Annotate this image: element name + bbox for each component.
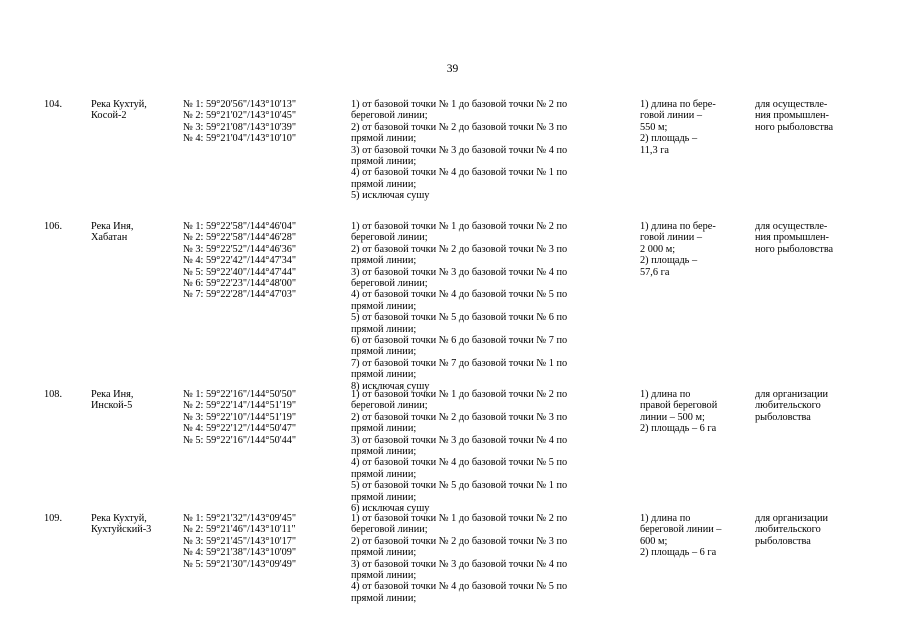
coordinates: № 1: 59°22'16"/144°50'50" № 2: 59°22'14"/144°51'19" № 3: 59°22'10"/144°51'19" № 4: 59°22'12"/144°50'47" № 5: 59°22'16"/144°50'44"	[183, 389, 297, 446]
coordinates: № 1: 59°21'32"/143°09'45" № 2: 59°21'46"/143°10'11" № 3: 59°21'45"/143°10'17" № 4: 59°21'38"/143°10'09" № 5: 59°21'30"/143°09'49"	[183, 513, 297, 570]
fishing-site-name: Река Кухтуй, Кухтуйский-3	[91, 513, 152, 536]
row-number: 106.	[44, 221, 63, 232]
site-purpose: для организации любительского рыболовства	[755, 513, 828, 547]
fishing-site-name: Река Иня, Хабатан	[91, 221, 134, 244]
row-number: 109.	[44, 513, 63, 524]
site-purpose: для организации любительского рыболовства	[755, 389, 828, 423]
coordinates: № 1: 59°20'56"/143°10'13" № 2: 59°21'02"/143°10'45" № 3: 59°21'08"/143°10'39" № 4: 59°21'04"/143°10'10"	[183, 99, 297, 145]
site-size: 1) длина по правой береговой линии – 500 м; 2) площадь – 6 га	[640, 389, 718, 435]
site-purpose: для осуществле- ния промышлен- ного рыболовства	[755, 221, 834, 255]
fishing-site-name: Река Иня, Инской-5	[91, 389, 134, 412]
boundary-description: 1) от базовой точки № 1 до базовой точки № 2 по береговой линии; 2) от базовой точки № 2 до базовой точки № 3 по прямой линии; 3) от базовой точки № 3 до базовой точки № 4 по береговой линии; 4) от базовой точки № 4 до базовой точки № 5 по прямой линии; 5) от базовой точки № 5 до базовой точки № 6 по прямой линии; 6) от базовой точки № 6 до базовой точки № 7 по прямой линии; 7) от базовой точки № 7 до базовой точки № 1 по прямой линии; 8) исключая сушу	[351, 221, 568, 392]
coordinates: № 1: 59°22'58"/144°46'04" № 2: 59°22'58"/144°46'28" № 3: 59°22'52"/144°46'36" № 4: 59°22'42"/144°47'34" № 5: 59°22'40"/144°47'44" № 6: 59°22'23"/144°48'00" № 7: 59°22'28"/144°47'03"	[183, 221, 297, 301]
site-size: 1) длина по бере- говой линии – 550 м; 2) площадь – 11,3 га	[640, 99, 716, 156]
boundary-description: 1) от базовой точки № 1 до базовой точки № 2 по береговой линии; 2) от базовой точки № 2 до базовой точки № 3 по прямой линии; 3) от базовой точки № 3 до базовой точки № 4 по прямой линии; 4) от базовой точки № 4 до базовой точки № 1 по прямой линии; 5) исключая сушу	[351, 99, 568, 202]
site-size: 1) длина по береговой линии – 600 м; 2) площадь – 6 га	[640, 513, 722, 559]
fishing-site-name: Река Кухтуй, Косой-2	[91, 99, 147, 122]
boundary-description: 1) от базовой точки № 1 до базовой точки № 2 по береговой линии; 2) от базовой точки № 2 до базовой точки № 3 по прямой линии; 3) от базовой точки № 3 до базовой точки № 4 по прямой линии; 4) от базовой точки № 4 до базовой точки № 5 по прямой линии;	[351, 513, 568, 604]
page-number: 39	[446, 63, 459, 75]
row-number: 108.	[44, 389, 63, 400]
boundary-description: 1) от базовой точки № 1 до базовой точки № 2 по береговой линии; 2) от базовой точки № 2 до базовой точки № 3 по прямой линии; 3) от базовой точки № 3 до базовой точки № 4 по прямой линии; 4) от базовой точки № 4 до базовой точки № 5 по прямой линии; 5) от базовой точки № 5 до базовой точки № 1 по прямой линии; 6) исключая сушу	[351, 389, 568, 515]
site-purpose: для осуществле- ния промышлен- ного рыболовства	[755, 99, 834, 133]
row-number: 104.	[44, 99, 63, 110]
site-size: 1) длина по бере- говой линии – 2 000 м; 2) площадь – 57,6 га	[640, 221, 716, 278]
